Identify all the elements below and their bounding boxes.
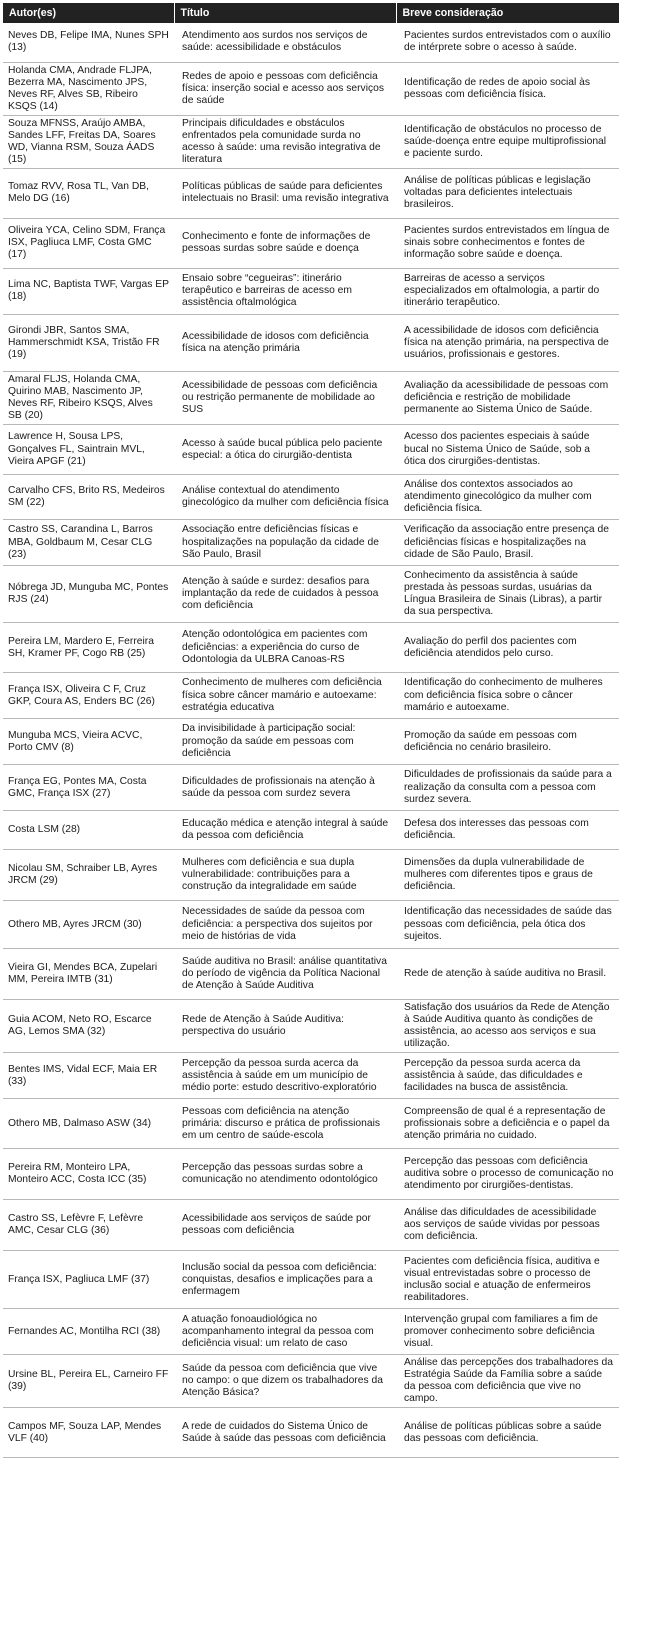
cell-consideration: Acesso dos pacientes especiais à saúde bucal no Sistema Único de Saúde, sob a ótica dos cirurgiões-dentistas. (396, 425, 619, 475)
cell-authors: Oliveira YCA, Celino SDM, França ISX, Pagliuca LMF, Costa GMC (17) (3, 218, 174, 268)
cell-authors: Vieira GI, Mendes BCA, Zupelari MM, Pereira IMTB (31) (3, 949, 174, 1000)
cell-consideration: Análise das percepções dos trabalhadores da Estratégia Saúde da Família sobre a saúde da pessoa com deficiência que vive no campo. (396, 1355, 619, 1408)
cell-consideration: Defesa dos interesses das pessoas com deficiência. (396, 811, 619, 850)
cell-title: A atuação fonoaudiológica no acompanhamento integral da pessoa com deficiência visual: um relato de caso (174, 1309, 396, 1355)
cell-consideration: Percepção das pessoas com deficiência auditiva sobre o processo de comunicação no atendimento por cirurgiões-dentistas. (396, 1149, 619, 1200)
table-header-row (3, 3, 619, 23)
cell-title: Percepção da pessoa surda acerca da assistência à saúde em um município de médio porte: estudo descritivo-exploratório (174, 1053, 396, 1099)
cell-authors: Nóbrega JD, Munguba MC, Pontes RJS (24) (3, 566, 174, 623)
cell-consideration: Análise das dificuldades de acessibilidade aos serviços de saúde vividas por pessoas com deficiência. (396, 1200, 619, 1251)
cell-title: Principais dificuldades e obstáculos enfrentados pela comunidade surda no acesso à saúde: uma revisão integrativa de literatura (174, 115, 396, 168)
header-authors: Autor(es) (3, 3, 174, 23)
table-row (3, 371, 619, 424)
table-row (3, 218, 619, 268)
cell-consideration: Promoção da saúde em pessoas com deficiência no cenário brasileiro. (396, 719, 619, 765)
table-row (3, 475, 619, 520)
cell-title: Conhecimento de mulheres com deficiência física sobre câncer mamário e autoexame: estratégia educativa (174, 673, 396, 719)
cell-authors: Castro SS, Lefèvre F, Lefèvre AMC, Cesar CLG (36) (3, 1200, 174, 1251)
cell-authors: Girondi JBR, Santos SMA, Hammerschmidt KSA, Tristão FR (19) (3, 314, 174, 371)
cell-title: Rede de Atenção à Saúde Auditiva: perspectiva do usuário (174, 1000, 396, 1053)
table-row (3, 623, 619, 673)
cell-authors: França ISX, Pagliuca LMF (37) (3, 1251, 174, 1309)
cell-title: Educação médica e atenção integral à saúde da pessoa com deficiência (174, 811, 396, 850)
review-table-container (3, 3, 619, 1458)
table-row (3, 566, 619, 623)
cell-authors: Pereira LM, Mardero E, Ferreira SH, Kramer PF, Cogo RB (25) (3, 623, 174, 673)
cell-authors: França EG, Pontes MA, Costa GMC, França ISX (27) (3, 765, 174, 811)
cell-authors: Othero MB, Ayres JRCM (30) (3, 901, 174, 949)
cell-consideration: Pacientes surdos entrevistados com o auxílio de intérprete sobre o acesso à saúde. (396, 23, 619, 62)
table-row (3, 1408, 619, 1458)
cell-consideration: Identificação de obstáculos no processo de saúde-doença entre equipe multiprofissional e paciente surdo. (396, 115, 619, 168)
cell-title: Dificuldades de profissionais na atenção à saúde da pessoa com surdez severa (174, 765, 396, 811)
cell-title: Acesso à saúde bucal pública pelo paciente especial: a ótica do cirurgião-dentista (174, 425, 396, 475)
cell-title: Percepção das pessoas surdas sobre a comunicação no atendimento odontológico (174, 1149, 396, 1200)
table-row (3, 520, 619, 566)
table-body (3, 23, 619, 1458)
cell-consideration: Análise de políticas públicas e legislação voltadas para deficientes intelectuais brasileiros. (396, 168, 619, 218)
table-row (3, 673, 619, 719)
table-row (3, 425, 619, 475)
cell-authors: Guia ACOM, Neto RO, Escarce AG, Lemos SMA (32) (3, 1000, 174, 1053)
cell-authors: Fernandes AC, Montilha RCI (38) (3, 1309, 174, 1355)
cell-authors: Bentes IMS, Vidal ECF, Maia ER (33) (3, 1053, 174, 1099)
cell-title: Acessibilidade de idosos com deficiência física na atenção primária (174, 314, 396, 371)
table-row (3, 1099, 619, 1149)
cell-authors: Munguba MCS, Vieira ACVC, Porto CMV (8) (3, 719, 174, 765)
header-title: Título (174, 3, 396, 23)
cell-authors: Tomaz RVV, Rosa TL, Van DB, Melo DG (16) (3, 168, 174, 218)
table-row (3, 765, 619, 811)
cell-title: Redes de apoio e pessoas com deficiência física: inserção social e acesso aos serviços de saúde (174, 62, 396, 115)
cell-consideration: Verificação da associação entre presença de deficiências físicas e hospitalizações na cidade de São Paulo, Brasil. (396, 520, 619, 566)
cell-title: Mulheres com deficiência e sua dupla vulnerabilidade: contribuições para a construção da integralidade em saúde (174, 850, 396, 901)
cell-title: Inclusão social da pessoa com deficiência: conquistas, desafios e implicações para a enfermagem (174, 1251, 396, 1309)
cell-title: Políticas públicas de saúde para deficientes intelectuais no Brasil: uma revisão integrativa (174, 168, 396, 218)
cell-consideration: Identificação do conhecimento de mulheres com deficiência física sobre o câncer mamário e autoexame. (396, 673, 619, 719)
table-row (3, 1251, 619, 1309)
cell-consideration: Dimensões da dupla vulnerabilidade de mulheres com diferentes tipos e graus de deficiência. (396, 850, 619, 901)
cell-consideration: Avaliação do perfil dos pacientes com deficiência atendidos pelo curso. (396, 623, 619, 673)
cell-title: Pessoas com deficiência na atenção primária: discurso e prática de profissionais em um centro de saúde-escola (174, 1099, 396, 1149)
cell-consideration: Identificação das necessidades de saúde das pessoas com deficiência, pela ótica dos sujeitos. (396, 901, 619, 949)
cell-title: Da invisibilidade à participação social: promoção da saúde em pessoas com deficiência (174, 719, 396, 765)
cell-authors: Lima NC, Baptista TWF, Vargas EP (18) (3, 268, 174, 314)
cell-title: Saúde auditiva no Brasil: análise quantitativa do período de vigência da Política Nacional de Atenção à Saúde Auditiva (174, 949, 396, 1000)
cell-authors: Campos MF, Souza LAP, Mendes VLF (40) (3, 1408, 174, 1458)
table-row (3, 1000, 619, 1053)
table-row (3, 811, 619, 850)
table-row (3, 850, 619, 901)
cell-title: Necessidades de saúde da pessoa com deficiência: a perspectiva dos sujeitos por meio de histórias de vida (174, 901, 396, 949)
cell-authors: Pereira RM, Monteiro LPA, Monteiro ACC, Costa ICC (35) (3, 1149, 174, 1200)
cell-authors: Ursine BL, Pereira EL, Carneiro FF (39) (3, 1355, 174, 1408)
cell-consideration: Pacientes com deficiência física, auditiva e visual entrevistadas sobre o processo de inclusão social e atuação de enfermeiros reabilitadores. (396, 1251, 619, 1309)
cell-authors: Holanda CMA, Andrade FLJPA, Bezerra MA, Nascimento JPS, Neves RF, Alves SB, Ribeiro KSQS (14) (3, 62, 174, 115)
header-consideration: Breve consideração (396, 3, 619, 23)
cell-authors: França ISX, Oliveira C F, Cruz GKP, Coura AS, Enders BC (26) (3, 673, 174, 719)
table-row (3, 949, 619, 1000)
cell-title: A rede de cuidados do Sistema Único de Saúde à saúde das pessoas com deficiência (174, 1408, 396, 1458)
cell-authors: Nicolau SM, Schraiber LB, Ayres JRCM (29) (3, 850, 174, 901)
table-row (3, 62, 619, 115)
cell-consideration: Análise de políticas públicas sobre a saúde das pessoas com deficiência. (396, 1408, 619, 1458)
cell-title: Acessibilidade de pessoas com deficiência ou restrição permanente de mobilidade ao SUS (174, 371, 396, 424)
table-row (3, 719, 619, 765)
cell-authors: Neves DB, Felipe IMA, Nunes SPH (13) (3, 23, 174, 62)
cell-consideration: Intervenção grupal com familiares a fim de promover conhecimento sobre deficiência visual. (396, 1309, 619, 1355)
cell-authors: Lawrence H, Sousa LPS, Gonçalves FL, Saintrain MVL, Vieira APGF (21) (3, 425, 174, 475)
cell-consideration: Pacientes surdos entrevistados em língua de sinais sobre conhecimentos e fontes de informação sobre saúde e doença. (396, 218, 619, 268)
cell-title: Atendimento aos surdos nos serviços de saúde: acessibilidade e obstáculos (174, 23, 396, 62)
cell-authors: Castro SS, Carandina L, Barros MBA, Goldbaum M, Cesar CLG (23) (3, 520, 174, 566)
cell-consideration: Dificuldades de profissionais da saúde para a realização da consulta com a pessoa com surdez severa. (396, 765, 619, 811)
table-row (3, 1053, 619, 1099)
cell-title: Conhecimento e fonte de informações de pessoas surdas sobre saúde e doença (174, 218, 396, 268)
cell-authors: Souza MFNSS, Araújo AMBA, Sandes LFF, Freitas DA, Soares WD, Vianna RSM, Souza ÁADS (15) (3, 115, 174, 168)
cell-consideration: Identificação de redes de apoio social às pessoas com deficiência física. (396, 62, 619, 115)
cell-authors: Amaral FLJS, Holanda CMA, Quirino MAB, Nascimento JP, Neves RF, Ribeiro KSQS, Alves SB (20) (3, 371, 174, 424)
cell-title: Ensaio sobre “cegueiras”: itinerário terapêutico e barreiras de acesso em assistência oftalmológica (174, 268, 396, 314)
cell-consideration: Avaliação da acessibilidade de pessoas com deficiência e restrição de mobilidade permanente ao Sistema Único de Saúde. (396, 371, 619, 424)
cell-authors: Carvalho CFS, Brito RS, Medeiros SM (22) (3, 475, 174, 520)
table-row (3, 1355, 619, 1408)
cell-consideration: Satisfação dos usuários da Rede de Atenção à Saúde Auditiva quanto às condições de assistência, ao acesso aos serviços e sua utilização. (396, 1000, 619, 1053)
cell-title: Atenção odontológica em pacientes com deficiências: a experiência do curso de Odontologia da ULBRA Canoas-RS (174, 623, 396, 673)
cell-title: Análise contextual do atendimento ginecológico da mulher com deficiência física (174, 475, 396, 520)
table-row (3, 1309, 619, 1355)
cell-consideration: Percepção da pessoa surda acerca da assistência à saúde, das dificuldades e facilidades na busca de assistência. (396, 1053, 619, 1099)
table-row (3, 168, 619, 218)
cell-consideration: Análise dos contextos associados ao atendimento ginecológico da mulher com deficiência física. (396, 475, 619, 520)
cell-consideration: Compreensão de qual é a representação de profissionais sobre a deficiência e o papel da atenção primária no cuidado. (396, 1099, 619, 1149)
cell-title: Acessibilidade aos serviços de saúde por pessoas com deficiência (174, 1200, 396, 1251)
cell-consideration: A acessibilidade de idosos com deficiência física na atenção primária, na perspectiva de usuários, profissionais e gestores. (396, 314, 619, 371)
table-row (3, 115, 619, 168)
cell-consideration: Barreiras de acesso a serviços especializados em oftalmologia, a partir do itinerário terapêutico. (396, 268, 619, 314)
cell-consideration: Rede de atenção à saúde auditiva no Brasil. (396, 949, 619, 1000)
cell-authors: Othero MB, Dalmaso ASW (34) (3, 1099, 174, 1149)
table-row (3, 1200, 619, 1251)
table-row (3, 1149, 619, 1200)
cell-title: Associação entre deficiências físicas e hospitalizações na população da cidade de São Paulo, Brasil (174, 520, 396, 566)
cell-title: Saúde da pessoa com deficiência que vive no campo: o que dizem os trabalhadores da Atenção Básica? (174, 1355, 396, 1408)
cell-title: Atenção à saúde e surdez: desafios para implantação da rede de cuidados à pessoa com deficiência (174, 566, 396, 623)
table-row (3, 268, 619, 314)
review-table (3, 3, 619, 1458)
cell-consideration: Conhecimento da assistência à saúde prestada às pessoas surdas, usuárias da Língua Brasileira de Sinais (Libras), a partir da sua perspectiva. (396, 566, 619, 623)
cell-authors: Costa LSM (28) (3, 811, 174, 850)
table-row (3, 314, 619, 371)
table-row (3, 23, 619, 62)
table-row (3, 901, 619, 949)
